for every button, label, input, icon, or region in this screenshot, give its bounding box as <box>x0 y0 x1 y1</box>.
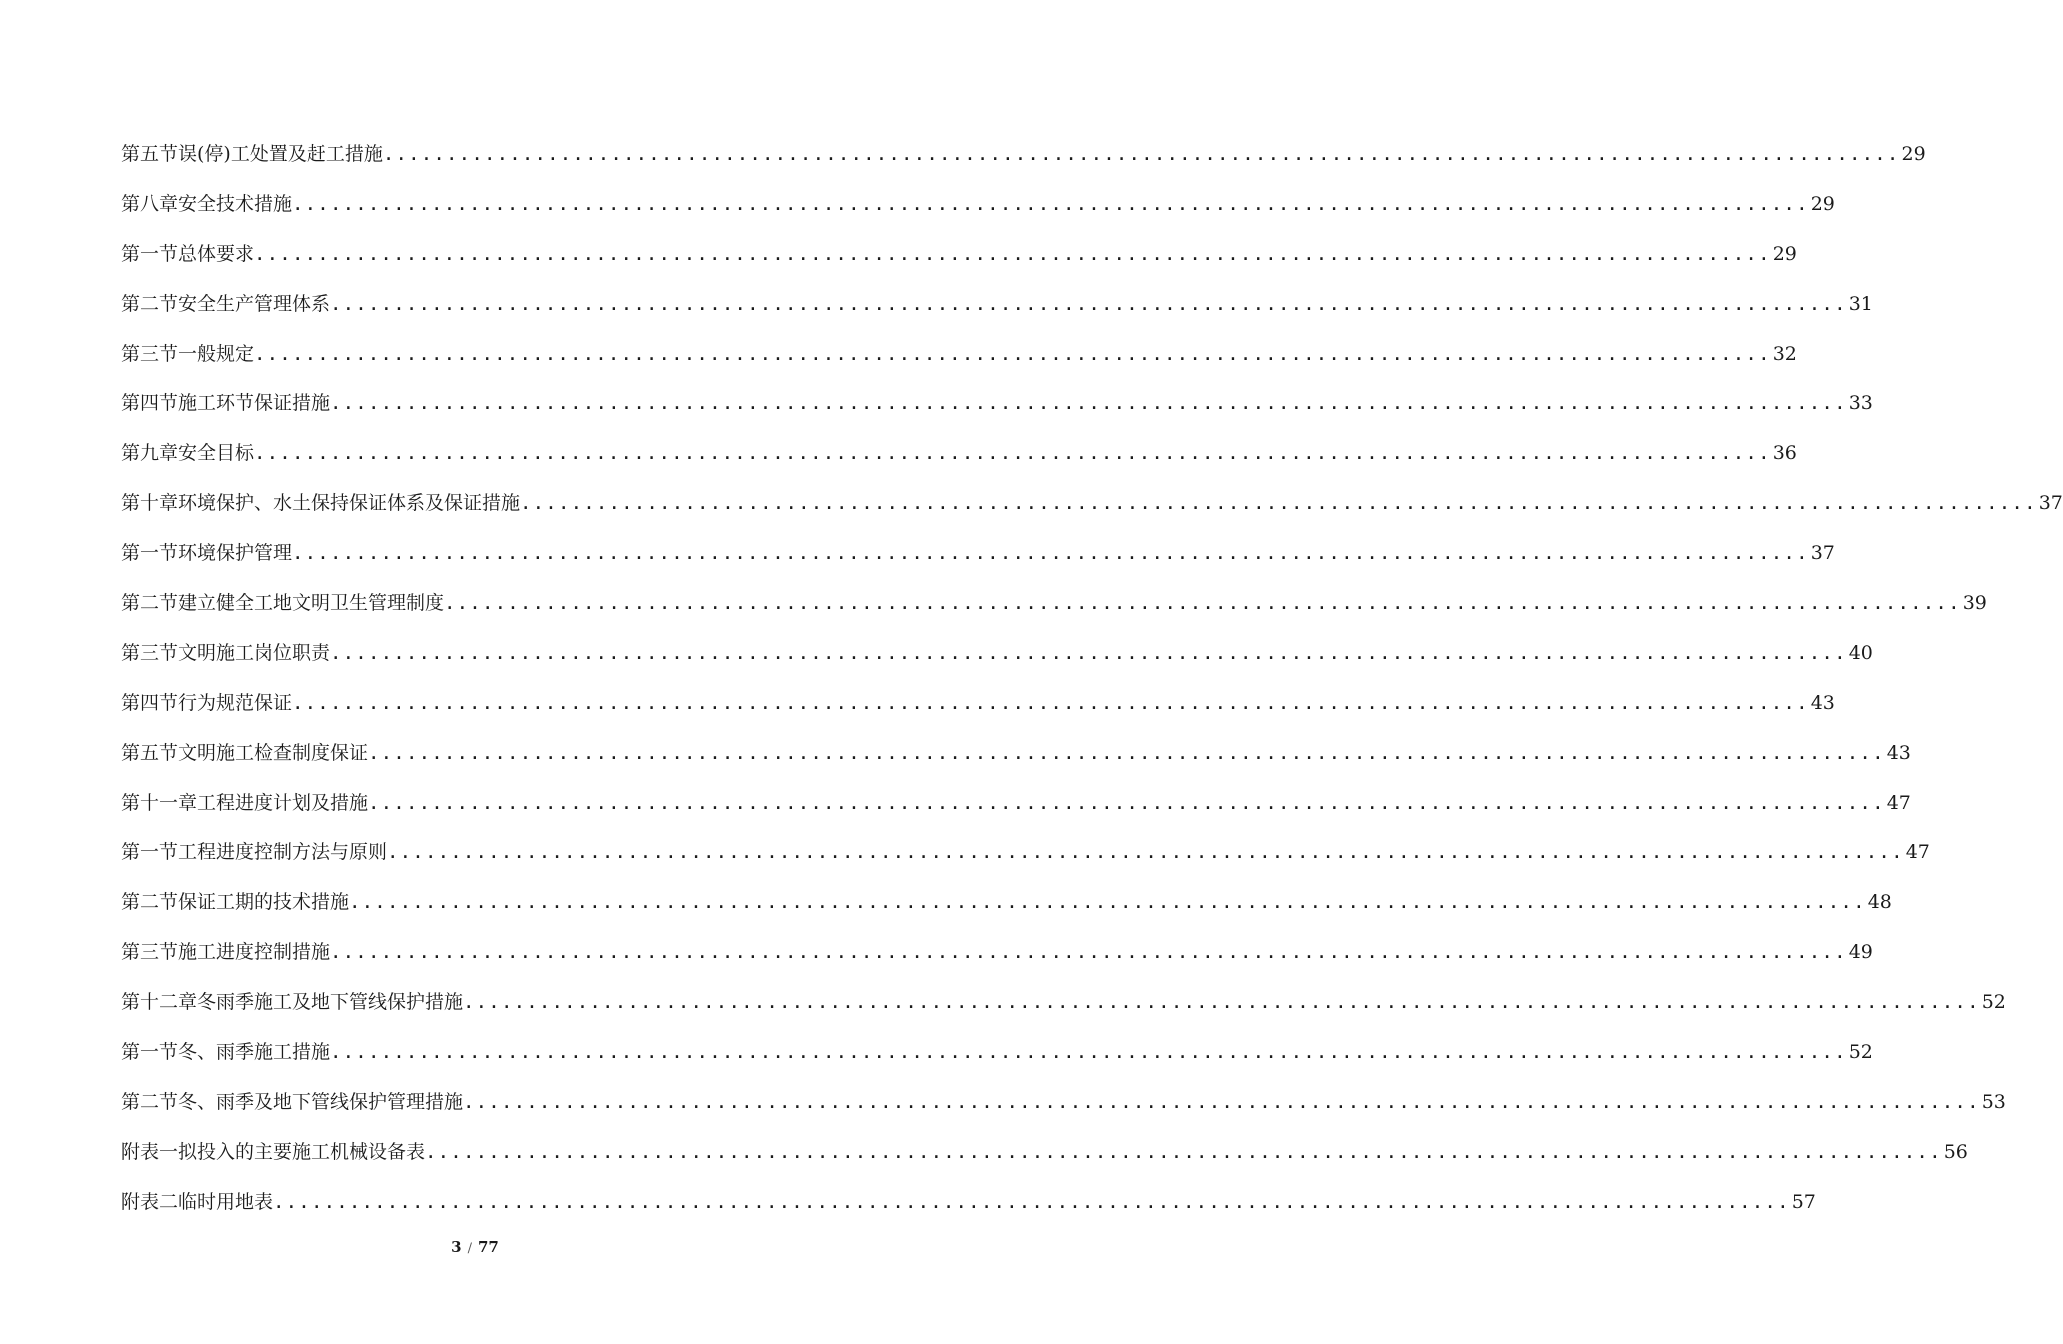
toc-entry-page: 43 <box>1886 741 1911 764</box>
toc-entry-number: 第二节 <box>121 292 179 315</box>
toc-entry-page: 40 <box>1848 641 1873 664</box>
toc-entry-page: 43 <box>1810 691 1835 714</box>
toc-entry-page: 48 <box>1867 891 1892 914</box>
toc-entry-page: 52 <box>1981 991 2006 1014</box>
toc-entry-title: 保证工期的技术措施 <box>178 891 350 914</box>
toc-dot-leader: ........................................................................................................................ <box>330 1041 1847 1064</box>
toc-entry-page: 53 <box>1981 1090 2006 1113</box>
toc-entry[interactable] <box>121 579 1987 629</box>
toc-entry[interactable] <box>121 828 1930 878</box>
toc-entry-title: 拟投入的主要施工机械设备表 <box>178 1140 426 1163</box>
toc-entry-page: 56 <box>1943 1140 1968 1163</box>
toc-entry[interactable] <box>121 1028 1873 1078</box>
toc-entry-title: 环境保护管理 <box>178 542 293 565</box>
toc-entry-title: 施工环节保证措施 <box>178 392 331 415</box>
current-page-number: 3 <box>451 1238 462 1256</box>
toc-entry[interactable] <box>121 529 1835 579</box>
toc-dot-leader: ........................................................................................................................ <box>349 891 1866 914</box>
toc-dot-leader: ........................................................................................................................ <box>254 242 1771 265</box>
toc-entry[interactable] <box>121 928 1873 978</box>
toc-entry-page: 29 <box>1901 143 1926 165</box>
toc-entry-page: 32 <box>1772 342 1797 365</box>
toc-entry-title: 总体要求 <box>178 242 255 265</box>
toc-dot-leader: ........................................................................................................................ <box>292 542 1809 565</box>
toc-entry[interactable] <box>121 1178 1816 1228</box>
toc-entry-title: 一般规定 <box>178 342 255 365</box>
toc-entry[interactable] <box>121 230 1797 280</box>
toc-entry-title: 安全生产管理体系 <box>178 292 331 315</box>
toc-entry[interactable] <box>121 779 1911 829</box>
toc-entry[interactable] <box>121 180 1835 230</box>
toc-entry-number: 第一节 <box>121 1041 179 1064</box>
toc-entry-number: 第八章 <box>121 192 179 215</box>
toc-entry-number: 第三节 <box>121 641 179 664</box>
toc-entry[interactable] <box>121 379 1873 429</box>
toc-entry[interactable] <box>121 878 1892 928</box>
toc-entry-title: 工程进度控制方法与原则 <box>178 841 388 864</box>
toc-entry-page: 47 <box>1905 841 1930 864</box>
toc-entry[interactable] <box>121 679 1835 729</box>
toc-entry-page: 31 <box>1848 292 1873 315</box>
toc-dot-leader: ........................................................................................................................ <box>382 143 1900 165</box>
toc-dot-leader: ........................................................................................................................ <box>444 592 1961 615</box>
toc-dot-leader: ........................................................................................................................ <box>292 691 1809 714</box>
toc-entry-title: 冬、雨季及地下管线保护管理措施 <box>178 1090 464 1113</box>
toc-entry-page: 29 <box>1772 242 1797 265</box>
toc-entry[interactable] <box>121 729 1911 779</box>
toc-entry-number: 第九章 <box>121 442 179 465</box>
toc-entry-number: 第二节 <box>121 592 179 615</box>
toc-dot-leader: ........................................................................................................................ <box>520 492 2037 515</box>
toc-entry-number: 附表一 <box>121 1140 179 1163</box>
toc-entry-page: 47 <box>1886 791 1911 814</box>
toc-entry-number: 第一节 <box>121 242 179 265</box>
toc-dot-leader: ........................................................................................................................ <box>330 392 1847 415</box>
toc-entry-number: 第十二章 <box>121 991 198 1014</box>
toc-entry-title: 误(停)工处置及赶工措施 <box>178 143 383 165</box>
toc-entry[interactable] <box>121 130 1926 180</box>
page-separator: / <box>467 1241 472 1256</box>
toc-entry-title: 临时用地表 <box>178 1190 274 1213</box>
toc-entry-number: 第四节 <box>121 392 179 415</box>
toc-entry-title: 文明施工岗位职责 <box>178 641 331 664</box>
toc-entry[interactable] <box>121 280 1873 330</box>
toc-entry-title: 冬雨季施工及地下管线保护措施 <box>197 991 464 1014</box>
toc-entry-number: 第一节 <box>121 542 179 565</box>
toc-entry-title: 行为规范保证 <box>178 691 293 714</box>
toc-entry-number: 第二节 <box>121 1090 179 1113</box>
toc-entry-number: 第一节 <box>121 841 179 864</box>
toc-entry-title: 冬、雨季施工措施 <box>178 1041 331 1064</box>
total-pages: 77 <box>477 1238 499 1256</box>
toc-dot-leader: ........................................................................................................................ <box>463 991 1980 1014</box>
toc-entry-number: 第四节 <box>121 691 179 714</box>
toc-entry[interactable] <box>121 629 1873 679</box>
toc-entry-title: 建立健全工地文明卫生管理制度 <box>178 592 445 615</box>
toc-entry-page: 29 <box>1810 192 1835 215</box>
toc-entry-page: 33 <box>1848 392 1873 415</box>
toc-dot-leader: ........................................................................................................................ <box>368 741 1885 764</box>
toc-entry-number: 第五节 <box>121 741 179 764</box>
toc-entry-number: 第三节 <box>121 342 179 365</box>
toc-entry-page: 49 <box>1848 941 1873 964</box>
toc-entry[interactable] <box>121 479 2063 529</box>
page-footer <box>0 1238 950 1256</box>
toc-entry-page: 36 <box>1772 442 1797 465</box>
toc-entry-page: 52 <box>1848 1041 1873 1064</box>
toc-dot-leader: ........................................................................................................................ <box>330 641 1847 664</box>
toc-entry[interactable] <box>121 978 2006 1028</box>
toc-dot-leader: ........................................................................................................................ <box>254 342 1771 365</box>
toc-entry-title: 工程进度计划及措施 <box>197 791 369 814</box>
toc-dot-leader: ........................................................................................................................ <box>425 1140 1942 1163</box>
toc-entry-title: 环境保护、水土保持保证体系及保证措施 <box>178 492 521 515</box>
toc-dot-leader: ........................................................................................................................ <box>254 442 1771 465</box>
toc-dot-leader: ........................................................................................................................ <box>463 1090 1980 1113</box>
toc-entry-number: 第二节 <box>121 891 179 914</box>
toc-dot-leader: ........................................................................................................................ <box>330 292 1847 315</box>
toc-entry-page: 37 <box>1810 542 1835 565</box>
toc-entry-number: 第十一章 <box>121 791 198 814</box>
toc-dot-leader: ........................................................................................................................ <box>292 192 1809 215</box>
toc-entry-page: 37 <box>2038 492 2063 515</box>
toc-entry-number: 第十章 <box>121 492 179 515</box>
toc-entry[interactable] <box>121 429 1797 479</box>
toc-dot-leader: ........................................................................................................................ <box>387 841 1904 864</box>
toc-entry-number: 附表二 <box>121 1190 179 1213</box>
toc-entry-number: 第五节 <box>121 143 179 165</box>
toc-dot-leader: ........................................................................................................................ <box>273 1190 1790 1213</box>
toc-entry[interactable] <box>121 330 1797 380</box>
toc-entry-title: 文明施工检查制度保证 <box>178 741 369 764</box>
toc-dot-leader: ........................................................................................................................ <box>368 791 1885 814</box>
toc-entry-number: 第三节 <box>121 941 179 964</box>
toc-entry-page: 57 <box>1791 1190 1816 1213</box>
toc-entry-page: 39 <box>1962 592 1987 615</box>
toc-entry-title: 安全技术措施 <box>178 192 293 215</box>
toc-dot-leader: ........................................................................................................................ <box>330 941 1847 964</box>
toc-entry-title: 安全目标 <box>178 442 255 465</box>
toc-entry[interactable] <box>121 1078 2006 1128</box>
toc-entry[interactable] <box>121 1128 1968 1178</box>
toc-entry-title: 施工进度控制措施 <box>178 941 331 964</box>
table-of-contents <box>121 130 2063 1228</box>
